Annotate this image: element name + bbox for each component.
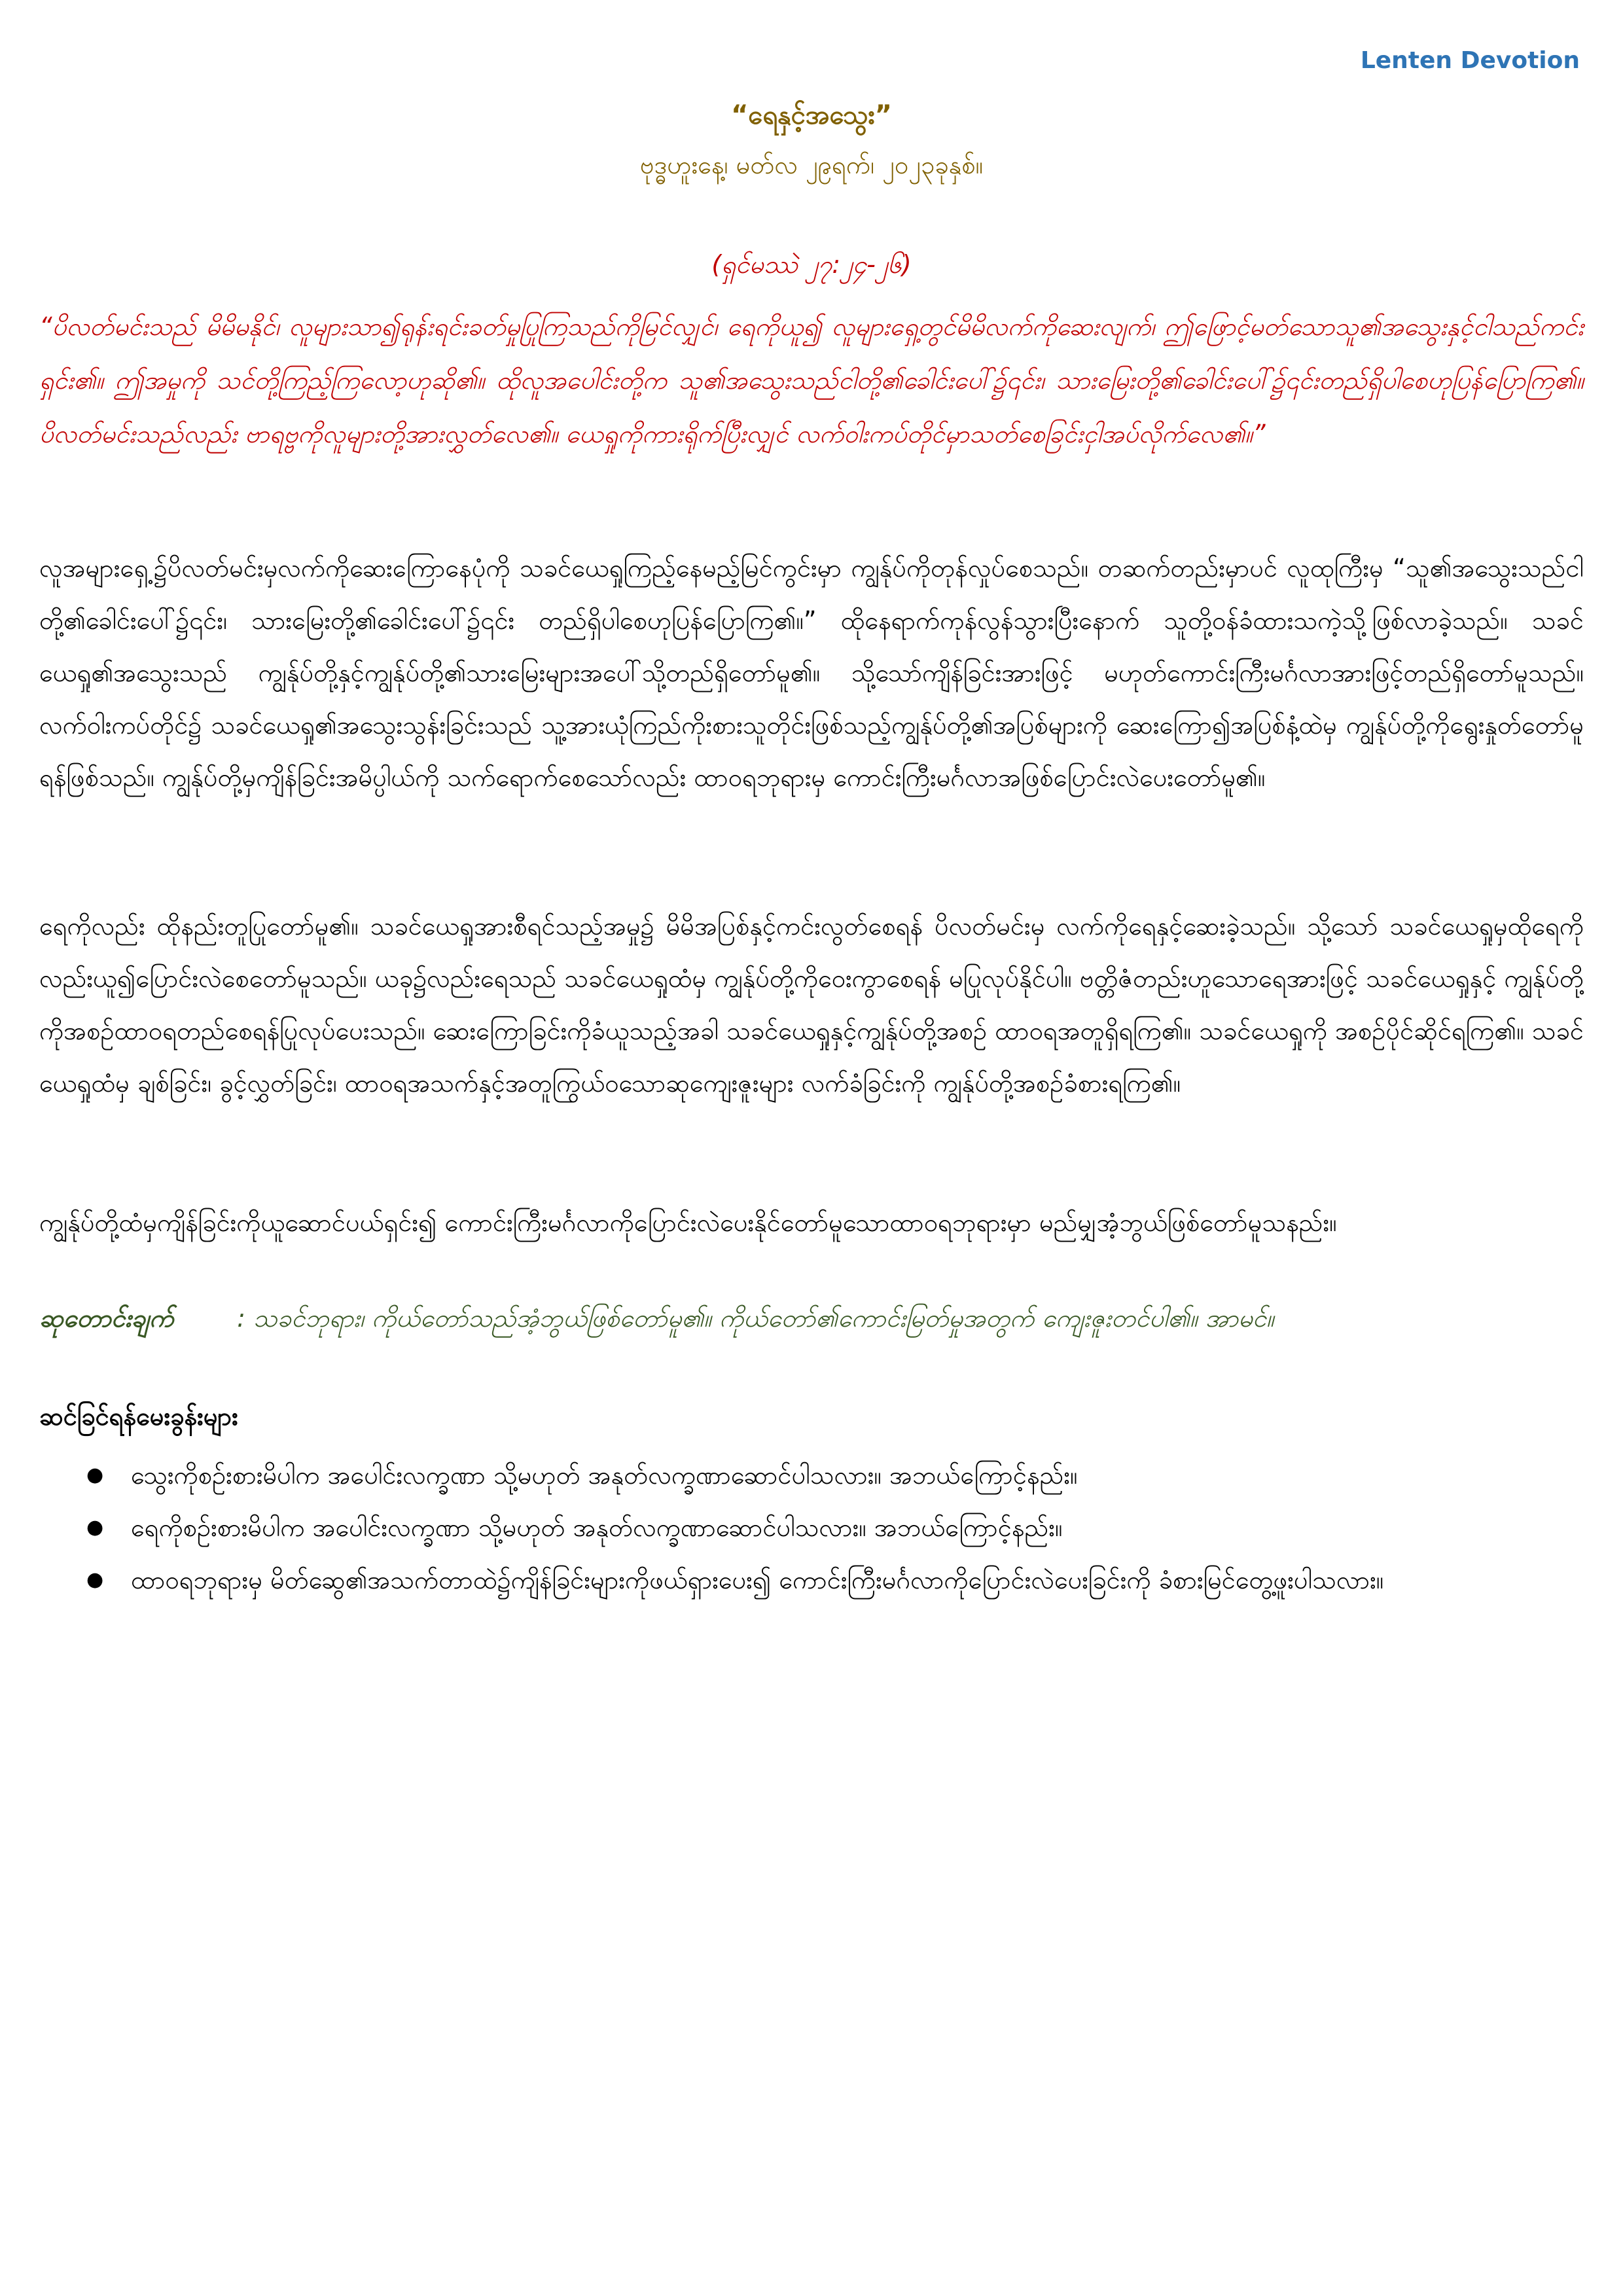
bullet-icon: ● [86, 1463, 104, 1486]
prayer-block [39, 1302, 1584, 1339]
header-label: Lenten Devotion [1360, 47, 1580, 74]
list-item [39, 1501, 1584, 1554]
list-item [39, 1449, 1584, 1501]
question-text: ရေကိုစဉ်းစားမိပါက အပေါင်းလက္ခဏာ သို့မဟုတ် အနုတ်လက္ခဏာဆောင်ပါသလား။ အဘယ်ကြောင့်နည်း။ [131, 1513, 1063, 1542]
questions-list [39, 1449, 1584, 1606]
prayer-label: ဆုတောင်းချက် [39, 1304, 174, 1333]
question-text: သွေးကိုစဉ်းစားမိပါက အပေါင်းလက္ခဏာ သို့မဟုတ် အနုတ်လက္ခဏာဆောင်ပါသလား။ အဘယ်ကြောင့်နည်း။ [131, 1461, 1078, 1490]
list-item [39, 1554, 1584, 1606]
scripture-block [39, 249, 1584, 461]
reflection-questions [39, 1401, 1584, 1606]
question-text: ထာဝရဘုရားမှ မိတ်ဆွေ၏အသက်တာထဲ၌ကျိန်ခြင်းများကိုဖယ်ရှားပေး၍ ကောင်းကြီးမင်္ဂလာကိုပြောင်းလဲပေးခြင်းကို ခံစားမြင်တွေ့ဖူးပါသလား။ [131, 1566, 1384, 1594]
devotion-date: ဗုဒ္ဓဟူးနေ့၊ မတ်လ ၂၉ရက်၊ ၂၀၂၃ခုနှစ်။ [639, 151, 984, 179]
body-paragraph-1: လူအများရှေ့၌ပိလတ်မင်းမှလက်ကိုဆေးကြောနေပုံကို သခင်ယေရှုကြည့်နေမည့်မြင်ကွင်းမှာ ကျွန်ုပ်ကိုတုန်လှုပ်စေသည်။ တဆက်တည်းမှာပင် လူထုကြီးမှ “သူ၏အသွေးသည်ငါတို့၏ခေါင်းပေါ်၌၎င်း၊ သားမြေးတို့၏ခေါင်းပေါ်၌၎င်း တည်ရှိပါစေဟုပြန်ပြောကြ၏။” ထိုနေရာက်ကုန်လွန်သွားပြီးနောက် သူတို့ဝန်ခံထားသကဲ့သို့ဖြစ်လာခဲ့သည်။ သခင်ယေရှု၏အသွေးသည် ကျွန်ုပ်တို့နှင့်ကျွန်ုပ်တို့၏သားမြေးများအပေါ်သို့တည်ရှိတော်မူ၏။ သို့သော်ကျိန်ခြင်းအားဖြင့် မဟုတ်ကောင်းကြီးမင်္ဂလာအားဖြင့်တည်ရှိတော်မူသည်။ လက်ဝါးကပ်တိုင်၌ သခင်ယေရှု၏အသွေးသွန်းခြင်းသည် သူ့အားယုံကြည်ကိုးစားသူတိုင်းဖြစ်သည့်ကျွန်ုပ်တို့၏အပြစ်များကို ဆေးကြော၍အပြစ်နံ့ထဲမှ ကျွန်ုပ်တို့ကိုရွေးနှုတ်တော်မူရန်ဖြစ်သည်။ ကျွန်ုပ်တို့မှကျိန်ခြင်းအမိပ္ပါယ်ကို သက်ရောက်စေသော်လည်း ထာဝရဘုရားမှ ကောင်းကြီးမင်္ဂလာအဖြစ်ပြောင်းလဲပေးတော်မူ၏။ [39, 554, 1584, 792]
bullet-icon: ● [86, 1568, 104, 1591]
body-paragraph-3: ကျွန်ုပ်တို့ထံမှကျိန်ခြင်းကိုယူဆောင်ပယ်ရှင်း၍ ကောင်းကြီးမင်္ဂလာကိုပြောင်းလဲပေးနိုင်တော်မူသောထာဝရဘုရားမှာ မည်မျှအံ့ဘွယ်ဖြစ်တော်မူသနည်း။ [39, 1208, 1337, 1237]
devotion-title: “ရေနှင့်အသွေး” [731, 100, 892, 130]
scripture-reference: (ရှင်မဿဲ ၂၇:၂၄-၂၆) [711, 250, 912, 279]
questions-title: ဆင်ခြင်ရန်မေးခွန်းများ [39, 1402, 238, 1431]
prayer-text: : သခင်ဘုရား၊ ကိုယ်တော်သည်အံ့ဘွယ်ဖြစ်တော်မူ၏။ ကိုယ်တော်၏ကောင်းမြတ်မှုအတွက် ကျေးဇူးတင်ပါ၏။ အာမင်။ [237, 1304, 1274, 1333]
body-paragraph-2: ရေကိုလည်း ထိုနည်းတူပြုတော်မူ၏။ သခင်ယေရှုအားစီရင်သည့်အမှု၌ မိမိအပြစ်နှင့်ကင်းလွတ်စေရန် ပိလတ်မင်းမှ လက်ကိုရေနှင့်ဆေးခဲ့သည်။ သို့သော် သခင်ယေရှုမှထိုရေကိုလည်းယူ၍ပြောင်းလဲစေတော်မူသည်။ ယခု၌လည်းရေသည် သခင်ယေရှုထံမှ ကျွန်ုပ်တို့ကိုဝေးကွာစေရန် မပြုလုပ်နိုင်ပါ။ ဗတ္တိဇံတည်းဟူသောရေအားဖြင့် သခင်ယေရှုနှင့် ကျွန်ုပ်တို့ကိုအစဉ်ထာဝရတည်စေရန်ပြုလုပ်ပေးသည်။ ဆေးကြောခြင်းကိုခံယူသည့်အခါ သခင်ယေရှုနှင့်ကျွန်ုပ်တို့အစဉ် ထာဝရအတူရှိရကြ၏။ သခင်ယေရှုကို အစဉ်ပိုင်ဆိုင်ရကြ၏။ သခင်ယေရှုထံမှ ချစ်ခြင်း၊ ခွင့်လွှတ်ခြင်း၊ ထာဝရအသက်နှင့်အတူကြွယ်ဝသောဆုကျေးဇူးများ လက်ခံခြင်းကို ကျွန်ုပ်တို့အစဉ်ခံစားရကြ၏။ [39, 912, 1584, 1098]
bullet-icon: ● [86, 1516, 104, 1539]
scripture-quote: “ပိလတ်မင်းသည် မိမိမနိုင်၊ လူများသာ၍ရုန်းရင်းခတ်မှုပြုကြသည်ကိုမြင်လျှင်၊ ရေကိုယူ၍ လူများရှေ့တွင်မိမိလက်ကိုဆေးလျက်၊ ဤဖြောင့်မတ်သောသူ၏အသွေးနှင့်ငါသည်ကင်းရှင်း၏။ ဤအမှုကို သင်တို့ကြည့်ကြလော့ဟုဆို၏။ ထိုလူအပေါင်းတို့က သူ၏အသွေးသည်ငါတို့၏ခေါင်းပေါ်၌၎င်း၊ သားမြေးတို့၏ခေါင်းပေါ်၌၎င်းတည်ရှိပါစေဟုပြန်ပြောကြ၏။ ပိလတ်မင်းသည်လည်း ဗာရဗ္ဗကိုလူများတို့အားလွှတ်လေ၏။ ယေရှုကိုကားရိုက်ပြီးလျှင် လက်ဝါးကပ်တိုင်မှာသတ်စေခြင်းငှါအပ်လိုက်လေ၏။” [39, 312, 1584, 448]
